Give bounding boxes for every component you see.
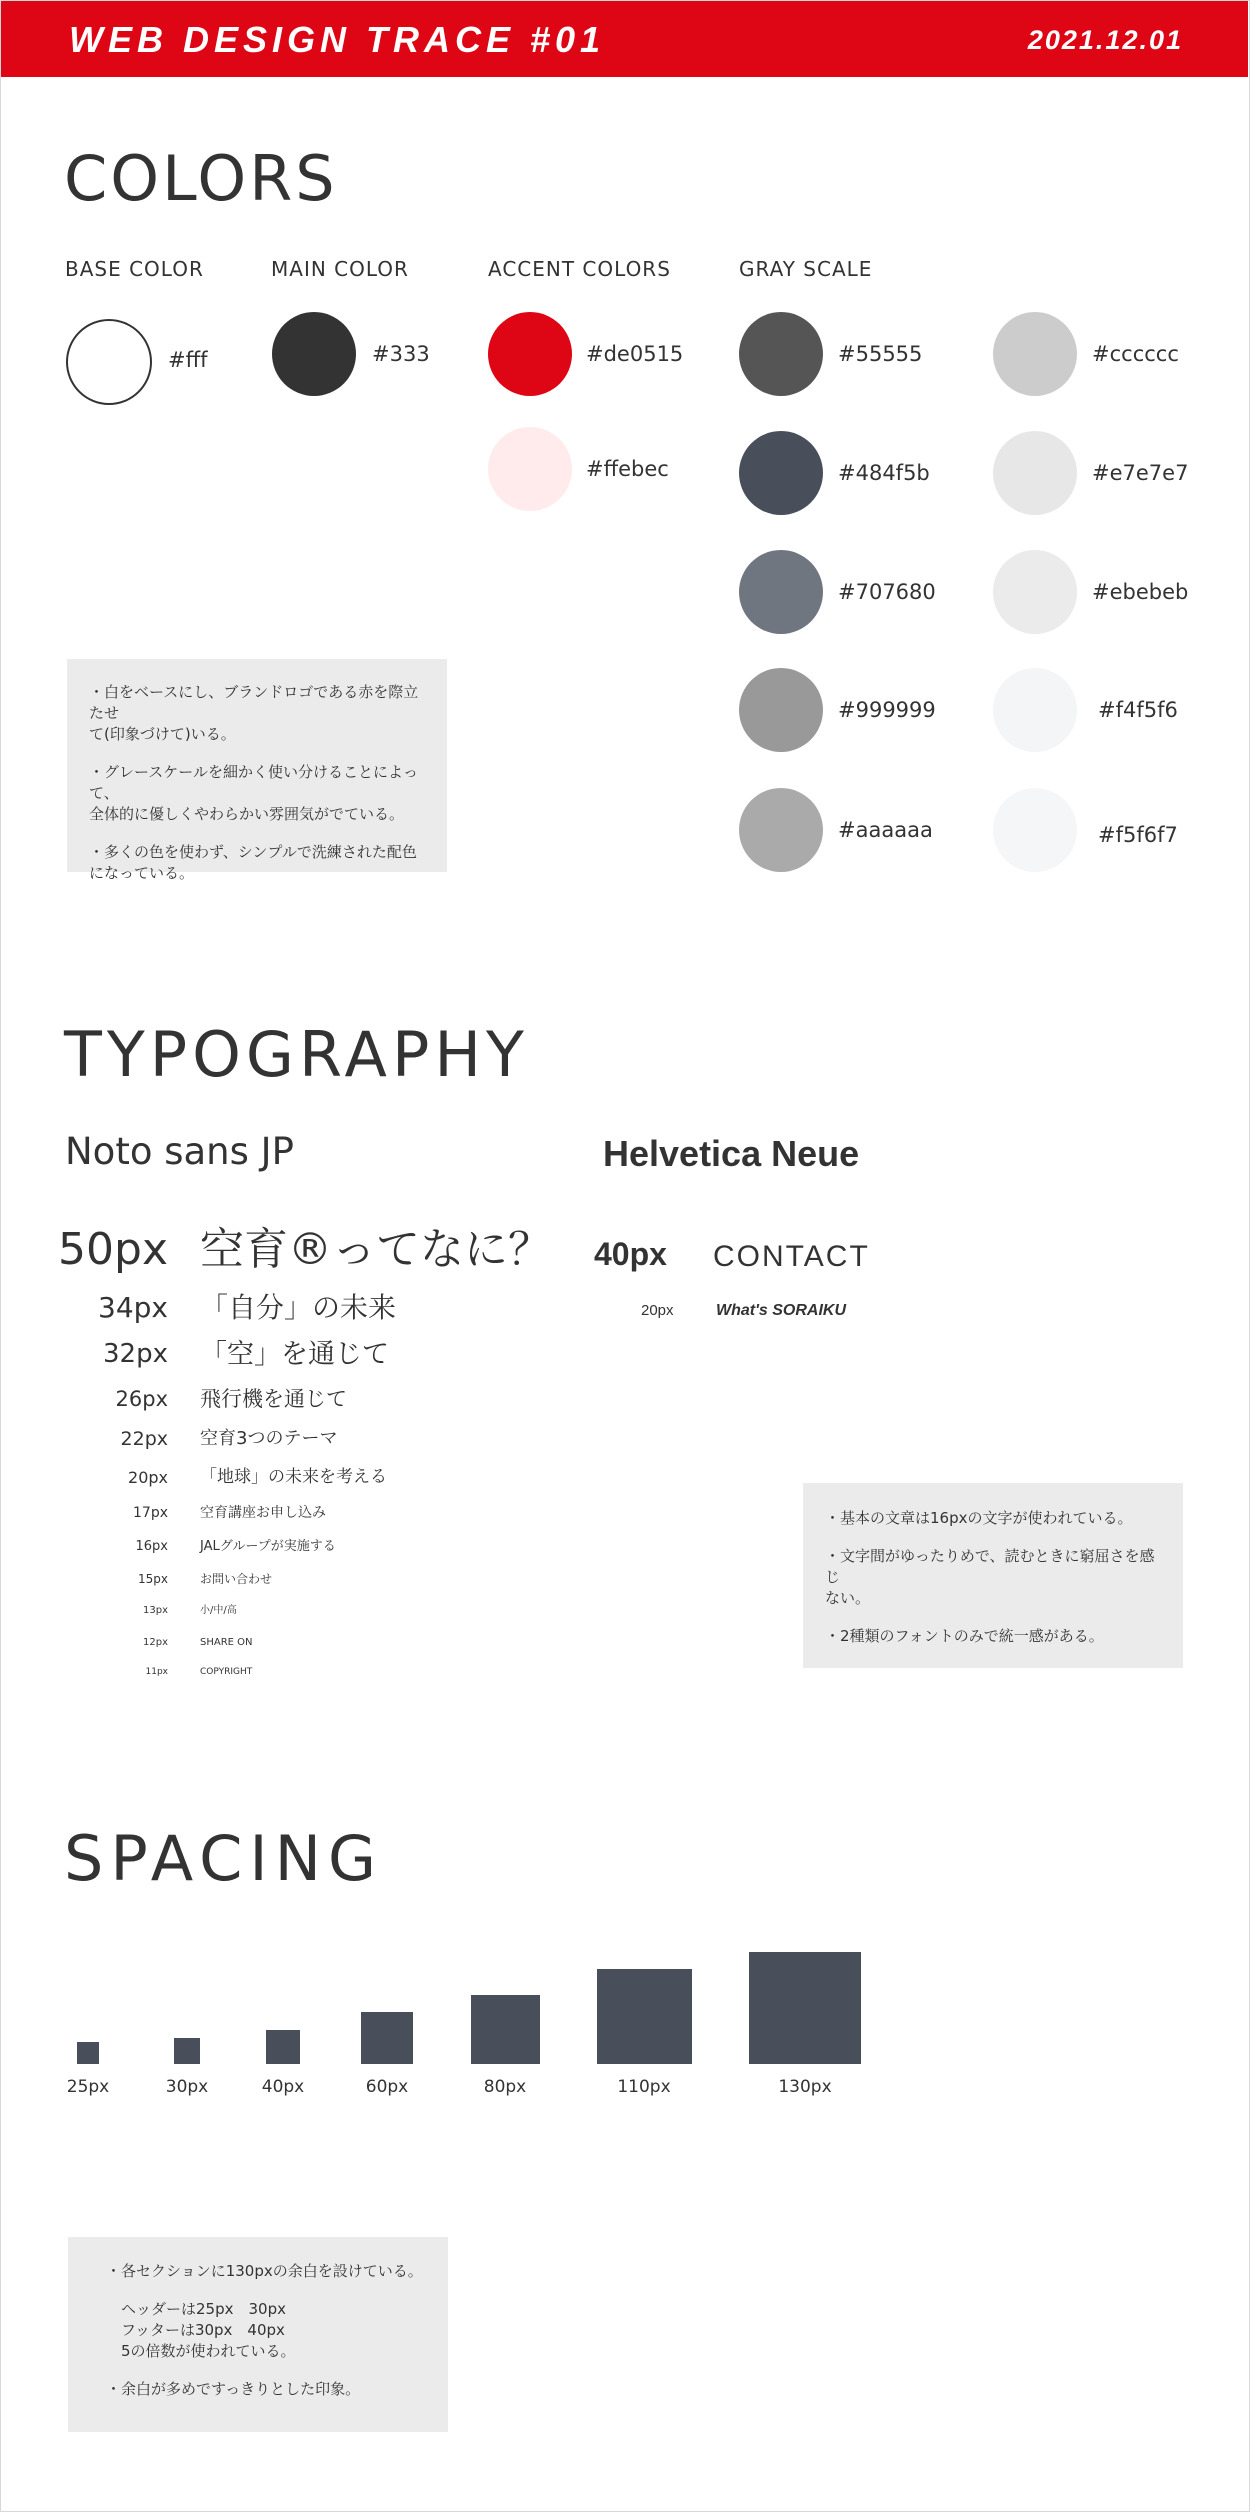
gray-swatch-left-1 bbox=[739, 312, 823, 396]
noto-sample-text: COPYRIGHT bbox=[200, 1667, 253, 1677]
noto-size-label: 34px bbox=[98, 1291, 168, 1324]
spacing-note-3: ・余白が多めですっきりとした印象。 bbox=[106, 2380, 361, 2398]
accent-colors-heading: ACCENT COLORS bbox=[488, 257, 671, 281]
gray-hex-left-3: #707680 bbox=[838, 580, 936, 604]
gray-scale-heading: GRAY SCALE bbox=[739, 257, 873, 281]
gray-hex-left-4: #999999 bbox=[838, 698, 936, 722]
gray-swatch-left-2 bbox=[739, 431, 823, 515]
spacing-square-130px bbox=[749, 1952, 861, 2064]
gray-hex-left-5: #aaaaaa bbox=[838, 818, 933, 842]
helvetica-size-40: 40px bbox=[594, 1236, 667, 1272]
base-color-swatch bbox=[66, 319, 152, 405]
spacing-square-60px bbox=[361, 2012, 413, 2064]
gray-swatch-right-2 bbox=[993, 431, 1077, 515]
noto-size-label: 50px bbox=[58, 1224, 168, 1275]
gray-hex-left-2: #484f5b bbox=[838, 461, 930, 485]
helvetica-size-20: 20px bbox=[641, 1302, 674, 1319]
gray-hex-right-4: #f4f5f6 bbox=[1098, 698, 1178, 722]
base-color-heading: BASE COLOR bbox=[65, 257, 204, 281]
gray-swatch-left-3 bbox=[739, 550, 823, 634]
gray-swatch-left-5 bbox=[739, 788, 823, 872]
gray-swatch-right-1 bbox=[993, 312, 1077, 396]
header-title: WEB DESIGN TRACE #01 bbox=[69, 19, 606, 60]
spacing-label-30px: 30px bbox=[165, 2077, 209, 2097]
noto-sample-text: SHARE ON bbox=[200, 1637, 253, 1648]
spacing-square-80px bbox=[471, 1995, 540, 2064]
typography-title: TYPOGRAPHY bbox=[64, 1018, 529, 1091]
gray-hex-right-1: #cccccc bbox=[1092, 342, 1179, 366]
spacing-label-60px: 60px bbox=[365, 2077, 409, 2097]
spacing-label-40px: 40px bbox=[261, 2077, 305, 2097]
gray-swatch-right-3 bbox=[993, 550, 1077, 634]
gray-hex-right-5: #f5f6f7 bbox=[1098, 823, 1178, 847]
main-color-heading: MAIN COLOR bbox=[271, 257, 409, 281]
noto-size-label: 22px bbox=[120, 1428, 168, 1450]
noto-size-label: 12px bbox=[143, 1637, 168, 1648]
noto-size-label: 26px bbox=[115, 1387, 168, 1411]
noto-size-label: 20px bbox=[128, 1468, 168, 1487]
noto-sample-text: 「自分」の未来 bbox=[200, 1291, 397, 1324]
colors-note-3: ・多くの色を使わず、シンプルで洗練された配色 になっている。 bbox=[89, 843, 417, 882]
noto-sample-text: 空育講座お申し込み bbox=[200, 1505, 326, 1521]
helvetica-font-name: Helvetica Neue bbox=[603, 1133, 860, 1174]
gray-hex-left-1: #55555 bbox=[838, 342, 923, 366]
gray-swatch-right-5 bbox=[993, 788, 1077, 872]
helvetica-sample-40: CONTACT bbox=[713, 1240, 870, 1273]
noto-sample-text: 飛行機を通じて bbox=[200, 1387, 347, 1411]
spacing-square-40px bbox=[266, 2030, 300, 2064]
spacing-label-80px: 80px bbox=[483, 2077, 527, 2097]
noto-size-label: 32px bbox=[103, 1339, 168, 1369]
base-color-hex: #fff bbox=[168, 348, 208, 372]
noto-sample-text: 空育®ってなに？ bbox=[200, 1224, 552, 1275]
spacing-label-25px: 25px bbox=[66, 2077, 110, 2097]
noto-sample-text: お問い合わせ bbox=[200, 1572, 273, 1586]
spacing-note-1: ・各セクションに130pxの余白を設けている。 bbox=[106, 2262, 423, 2280]
noto-sample-text: 「空」を通じて bbox=[200, 1339, 389, 1370]
spacing-label-130px: 130px bbox=[778, 2077, 832, 2097]
typography-note-3: ・2種類のフォントのみで統一感がある。 bbox=[825, 1627, 1104, 1645]
gray-hex-right-3: #ebebeb bbox=[1092, 580, 1189, 604]
accent-hex-2: #ffebec bbox=[586, 457, 669, 481]
spacing-notes bbox=[68, 2237, 448, 2432]
colors-note-2: ・グレースケールを細かく使い分けることによって、 全体的に優しくやわらかい雰囲気がでている。 bbox=[89, 763, 418, 823]
colors-note-1: ・白をベースにし、ブランドロゴである赤を際立たせ て(印象づけて)いる。 bbox=[89, 683, 419, 743]
noto-sample-text: 「地球」の未来を考える bbox=[200, 1467, 387, 1487]
gray-hex-right-2: #e7e7e7 bbox=[1092, 461, 1189, 485]
colors-notes bbox=[67, 659, 447, 882]
spacing-label-110px: 110px bbox=[617, 2077, 671, 2097]
header-bar bbox=[1, 1, 1248, 77]
spacing-square-110px bbox=[597, 1969, 692, 2064]
spacing-note-2: ヘッダーは25px 30px フッターは30px 40px 5の倍数が使われている。 bbox=[121, 2300, 296, 2360]
accent-swatch-1 bbox=[488, 312, 572, 396]
accent-hex-1: #de0515 bbox=[586, 342, 684, 366]
noto-sample-text: 空育3つのテーマ bbox=[200, 1428, 338, 1449]
noto-size-label: 13px bbox=[143, 1605, 168, 1616]
noto-size-label: 11px bbox=[145, 1667, 168, 1677]
spacing-title: SPACING bbox=[64, 1822, 384, 1895]
accent-swatch-2 bbox=[488, 427, 572, 511]
helvetica-sample-20: What's SORAIKU bbox=[716, 1302, 847, 1319]
gray-swatch-right-4 bbox=[993, 668, 1077, 752]
typography-notes bbox=[803, 1483, 1183, 1668]
main-color-swatch bbox=[272, 312, 356, 396]
typography-note-2: ・文字間がゆったりめで、読むときに窮屈さを感じ ない。 bbox=[825, 1547, 1155, 1607]
noto-size-label: 17px bbox=[133, 1505, 168, 1521]
noto-font-name: Noto sans JP bbox=[65, 1130, 294, 1173]
spacing-square-25px bbox=[77, 2042, 99, 2064]
typography-note-1: ・基本の文章は16pxの文字が使われている。 bbox=[825, 1509, 1133, 1527]
noto-sample-text: 小/中/高 bbox=[200, 1605, 237, 1616]
gray-swatch-left-4 bbox=[739, 668, 823, 752]
main-color-hex: #333 bbox=[372, 342, 430, 366]
noto-sample-text: JALグループが実施する bbox=[200, 1539, 336, 1554]
noto-size-label: 16px bbox=[135, 1539, 168, 1554]
header-date: 2021.12.01 bbox=[1027, 25, 1183, 55]
spacing-square-30px bbox=[174, 2038, 200, 2064]
colors-title: COLORS bbox=[64, 142, 338, 215]
noto-size-label: 15px bbox=[138, 1572, 168, 1586]
